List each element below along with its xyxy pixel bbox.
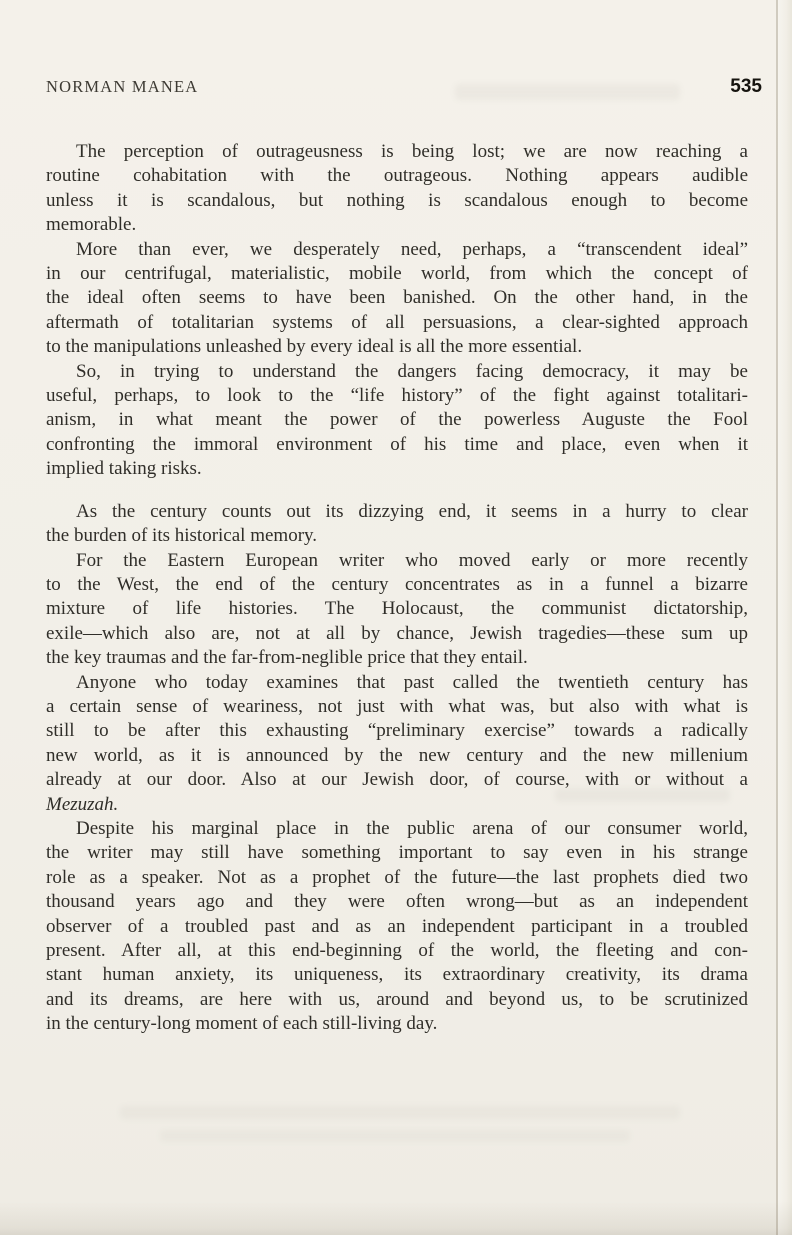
running-head-author: NORMAN MANEA	[46, 77, 199, 96]
text-line: aftermath of totalitarian systems of all persuasions, a clear-sighted approach	[46, 311, 748, 333]
ink-bleedthrough-smudge	[555, 788, 730, 802]
text-line: the key traumas and the far-from-neglible price that they entail.	[46, 647, 528, 669]
text-line: the writer may still have something important to say even in his strange	[46, 842, 748, 864]
paragraph	[46, 360, 748, 482]
text-line: the ideal often seems to have been banished. On the other hand, in the	[46, 287, 748, 309]
ink-bleedthrough-smudge	[160, 1130, 630, 1142]
text-line: anism, in what meant the power of the powerless Auguste the Fool	[46, 409, 748, 431]
text-line: to the manipulations unleashed by every ideal is all the more essential.	[46, 336, 583, 358]
text-line: confronting the immoral environment of his time and place, even when it	[46, 433, 748, 455]
text-line: a certain sense of weariness, not just with what was, but also with what is	[46, 695, 748, 717]
text-line: in the century-long moment of each still-living day.	[46, 1013, 438, 1035]
page-number: 535	[730, 76, 762, 97]
text-line: exile—which also are, not at all by chance, Jewish tragedies—these sum up	[46, 622, 748, 644]
text-line: thousand years ago and they were often wrong—but as an independent	[46, 891, 748, 913]
scan-bottom-shadow	[0, 1201, 792, 1235]
page-edge-strip	[778, 0, 792, 1235]
text-line: routine cohabitation with the outrageous. Nothing appears audible	[46, 165, 748, 187]
paragraph	[46, 817, 748, 1037]
text-line: already at our door. Also at our Jewish door, of course, with or without a	[46, 769, 748, 791]
text-line: in our centrifugal, materialistic, mobile world, from which the concept of	[46, 263, 748, 285]
paragraph	[46, 500, 748, 549]
paragraph	[46, 549, 748, 671]
text-line: mixture of life histories. The Holocaust, the communist dictatorship,	[46, 598, 748, 620]
page-edge-shadow	[776, 0, 778, 1235]
text-line: For the Eastern European writer who moved early or more recently	[76, 549, 748, 571]
text-block	[46, 140, 748, 1037]
text-line: unless it is scandalous, but nothing is scandalous enough to become	[46, 189, 748, 211]
text-line: the burden of its historical memory.	[46, 525, 318, 547]
text-line: As the century counts out its dizzying end, it seems in a hurry to clear	[76, 500, 748, 522]
text-line: useful, perhaps, to look to the “life history” of the fight against totalitari-	[46, 385, 748, 407]
text-line: The perception of outrageusness is being lost; we are now reaching a	[76, 141, 748, 162]
text-line: stant human anxiety, its uniqueness, its extraordinary creativity, its drama	[46, 964, 748, 986]
text-line: Mezuzah.	[46, 793, 119, 815]
text-line: role as a speaker. Not as a prophet of the future—the last prophets died two	[46, 866, 748, 888]
paragraph	[46, 140, 748, 238]
text-line: Anyone who today examines that past called the twentieth century has	[76, 671, 748, 693]
text-line: Despite his marginal place in the public arena of our consumer world,	[76, 817, 748, 839]
text-line: memorable.	[46, 214, 137, 236]
text-line: and its dreams, are here with us, around and beyond us, to be scrutinized	[46, 988, 748, 1010]
paragraph	[46, 238, 748, 360]
ink-bleedthrough-smudge	[120, 1106, 680, 1119]
text-line: still to be after this exhausting “preliminary exercise” towards a radically	[46, 720, 748, 742]
ink-bleedthrough-smudge	[455, 84, 680, 100]
text-line: to the West, the end of the century concentrates as in a funnel a bizarre	[46, 573, 748, 595]
text-line: More than ever, we desperately need, perhaps, a “transcendent ideal”	[76, 238, 748, 260]
text-line: observer of a troubled past and as an independent participant in a troubled	[46, 915, 748, 937]
text-line: new world, as it is announced by the new century and the new millenium	[46, 744, 748, 766]
text-line: So, in trying to understand the dangers facing democracy, it may be	[76, 360, 748, 382]
text-line: implied taking risks.	[46, 458, 202, 480]
text-line: present. After all, at this end-beginning of the world, the fleeting and con-	[46, 940, 748, 961]
